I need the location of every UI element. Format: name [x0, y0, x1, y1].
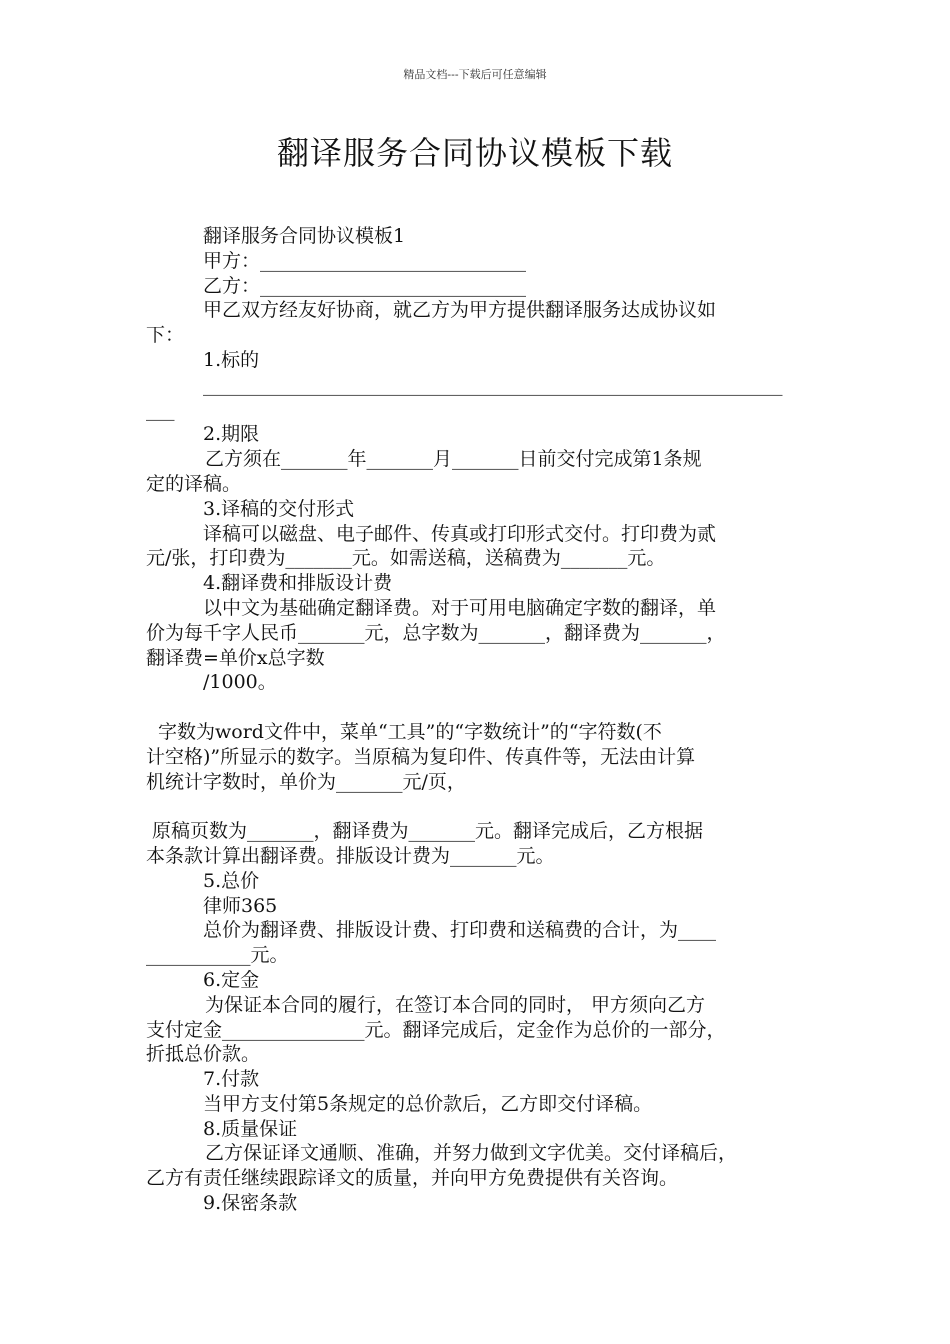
paragraph-line: 字数为word文件中，菜单“工具”的“字数统计”的“字符数(不 — [158, 720, 662, 743]
paragraph-line: 定的译稿。 — [146, 472, 242, 495]
section-heading: 2.期限 — [203, 423, 260, 446]
document-title: 翻译服务合同协议模板下载 — [276, 134, 673, 172]
preamble-line: 下： — [146, 324, 185, 347]
paragraph-line: 价为每千字人民币_______元，总字数为_______，翻译费为_______， — [146, 621, 726, 644]
paragraph-line: 为保证本合同的履行，在签订本合同的同时， 甲方须向乙方 — [205, 993, 706, 1016]
header-note: 精品文档---下载后可任意编辑 — [403, 68, 547, 81]
section-heading: 8.质量保证 — [203, 1117, 298, 1140]
party-b-line: 乙方：____________________________ — [203, 274, 527, 297]
party-a-line: 甲方：____________________________ — [203, 249, 527, 272]
paragraph-line: 折抵总价款。 — [146, 1043, 261, 1066]
paragraph-line: ___________元。 — [146, 944, 289, 967]
paragraph-line: 当甲方支付第5条规定的总价款后，乙方即交付译稿。 — [203, 1092, 653, 1115]
paragraph-line: 律师365 — [203, 894, 278, 917]
blank-fill-line: _____________________________________________________________ — [203, 373, 783, 396]
paragraph-line: /1000。 — [203, 671, 277, 694]
section-heading: 6.定金 — [203, 968, 260, 991]
section-heading: 7.付款 — [203, 1068, 260, 1091]
paragraph-line: 乙方有责任继续跟踪译文的质量，并向甲方免费提供有关咨询。 — [146, 1167, 679, 1190]
paragraph-line: 元/张，打印费为_______元。如需送稿，送稿费为_______元。 — [146, 547, 666, 570]
section-heading: 5.总价 — [203, 869, 260, 892]
section-heading: 3.译稿的交付形式 — [203, 497, 355, 520]
paragraph-line: 乙方须在_______年_______月_______日前交付完成第1条规 — [205, 448, 702, 471]
section-heading: 9.保密条款 — [203, 1192, 298, 1215]
preamble-line: 甲乙双方经友好协商，就乙方为甲方提供翻译服务达成协议如 — [203, 299, 717, 322]
blank-line — [146, 794, 812, 819]
paragraph-line: 翻译费=单价x总字数 — [146, 646, 325, 669]
subtitle-line: 翻译服务合同协议模板1 — [203, 225, 406, 247]
paragraph-line: 译稿可以磁盘、电子邮件、传真或打印形式交付。打印费为贰 — [203, 522, 717, 545]
paragraph-line: 乙方保证译文通顺、准确，并努力做到文字优美。交付译稿后， — [205, 1142, 738, 1165]
paragraph-line: 支付定金_______________元。翻译完成后，定金作为总价的一部分， — [146, 1018, 726, 1041]
blank-fill-line: ___ — [146, 398, 175, 421]
paragraph-line: 计空格)”所显示的数字。当原稿为复印件、传真件等，无法由计算 — [146, 745, 696, 768]
blank-line — [146, 695, 812, 720]
section-heading: 4.翻译费和排版设计费 — [203, 572, 393, 595]
document-body — [146, 224, 812, 1216]
paragraph-line: 原稿页数为_______，翻译费为_______元。翻译完成后，乙方根据 — [152, 820, 704, 843]
paragraph-line: 本条款计算出翻译费。排版设计费为_______元。 — [146, 844, 555, 867]
paragraph-line: 总价为翻译费、排版设计费、打印费和送稿费的合计，为____ — [203, 919, 717, 942]
paragraph-line: 机统计字数时，单价为_______元/页， — [146, 770, 466, 793]
paragraph-line: 以中文为基础确定翻译费。对于可用电脑确定字数的翻译，单 — [203, 596, 717, 619]
section-heading: 1.标的 — [203, 348, 260, 371]
